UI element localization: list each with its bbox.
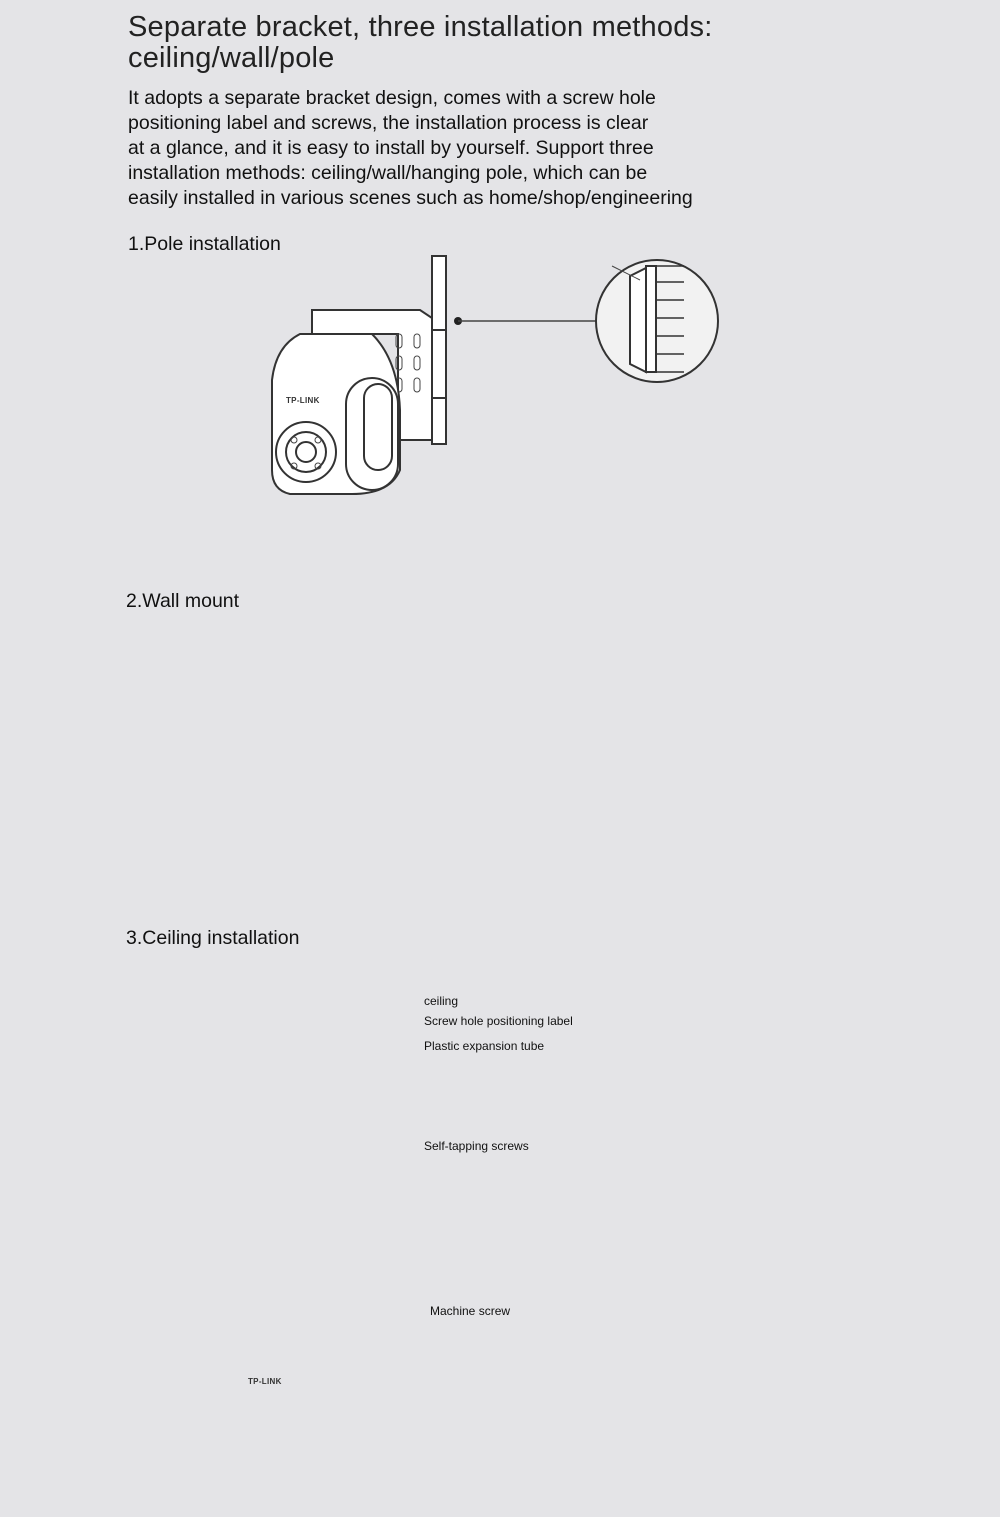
label-machine-screw: Machine screw bbox=[430, 1304, 511, 1318]
page-title: Separate bracket, three installation methods: ceiling/wall/pole bbox=[128, 11, 713, 74]
label-screw-hole-positioning: Screw hole positioning label bbox=[424, 1014, 573, 1028]
section-heading-wall: 2.Wall mount bbox=[126, 590, 240, 612]
section-heading-ceiling: 3.Ceiling installation bbox=[126, 927, 300, 949]
page-description: It adopts a separate bracket design, comes with a screw hole positioning label and screws, the installation process is clear at a glance, and it is easy to install by yourself. Support three installation methods: ceiling/wall/hanging pole, which can be easily installed in various scenes such as home/shop/engineering bbox=[128, 87, 693, 209]
section-heading-pole: 1.Pole installation bbox=[128, 233, 281, 255]
pole-camera-illustration bbox=[272, 256, 718, 494]
brand-logo-pole: TP-LINK bbox=[286, 396, 320, 405]
brand-logo-ceiling: TP-LINK bbox=[248, 1377, 282, 1386]
label-self-tapping-screws: Self-tapping screws bbox=[424, 1139, 529, 1153]
label-plastic-expansion-tube: Plastic expansion tube bbox=[424, 1039, 545, 1053]
label-ceiling: ceiling bbox=[424, 994, 459, 1008]
